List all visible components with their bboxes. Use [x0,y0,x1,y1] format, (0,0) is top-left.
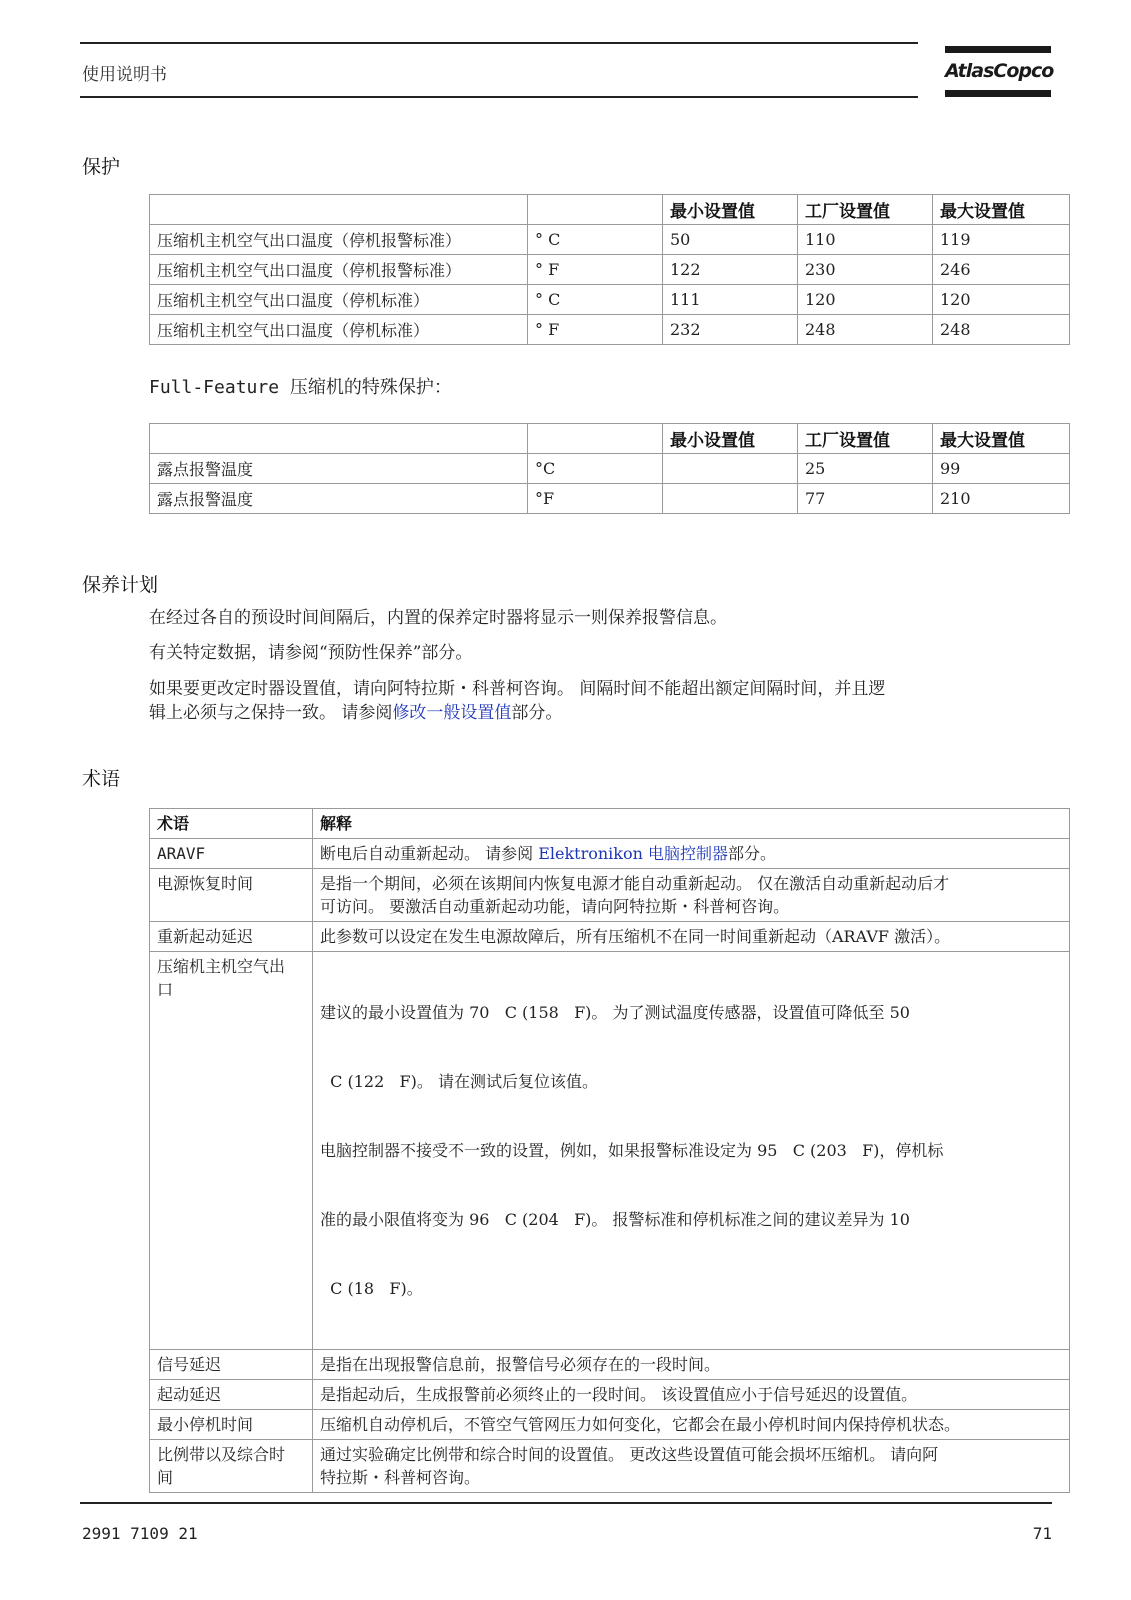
table-cell: 111 [663,285,798,315]
explanation-line: 特拉斯・科普柯咨询。 [320,1468,481,1487]
table-row [150,255,1070,285]
table-row [150,952,1070,1350]
full-feature-table [149,423,1070,514]
term-cell: 重新起动延迟 [150,922,313,952]
table-cell: 压缩机主机空气出口温度（停机标准） [150,315,528,345]
term-cell: ARAVF [150,839,313,869]
explanation-cell [313,1380,1070,1410]
table-row [150,839,1070,869]
table-row [150,1350,1070,1380]
logo-bar-bottom [945,90,1051,97]
explanation-line: 压缩机自动停机后，不管空气管网压力如何变化，它都会在最小停机时间内保持停机状态。 [320,1415,961,1434]
explanation-text: 断电后自动重新起动。 请参阅 [320,844,539,863]
table-cell: °C [528,454,663,484]
explanation-suffix: 部分。 [728,844,777,863]
explanation-cell [313,952,1070,1350]
col-header-blank [150,195,528,225]
elektronikon-controller-link[interactable]: Elektronikon 电脑控制器 [538,844,729,863]
table-cell: 压缩机主机空气出口温度（停机报警标准） [150,255,528,285]
table-cell: 77 [798,484,933,514]
logo-wordmark: AtlasCopco [945,60,1054,82]
explanation-line: C (122 F)。 请在测试后复位该值。 [320,1072,598,1091]
col-header-max: 最大设置值 [933,195,1070,225]
explanation-line: 电脑控制器不接受不一致的设置，例如，如果报警标准设定为 95 C (203 F)，停机标 [320,1141,944,1160]
table-cell: 110 [798,225,933,255]
table-cell [663,454,798,484]
explanation-line: 可访问。 要激活自动重新起动功能，请向阿特拉斯・科普柯咨询。 [320,897,790,916]
full-feature-caption [149,376,452,400]
table-row [150,922,1070,952]
document-number: 2991 7109 21 [82,1524,198,1543]
table-cell: 25 [798,454,933,484]
col-header-min: 最小设置值 [663,195,798,225]
manual-title: 使用说明书 [82,65,167,85]
table-row [150,315,1070,345]
table-row [150,285,1070,315]
table-cell: 210 [933,484,1070,514]
explanation-line: 此参数可以设定在发生电源故障后，所有压缩机不在同一时间重新起动（ARAVF 激活）。 [320,927,951,946]
table-cell: 120 [933,285,1070,315]
col-header-blank [150,424,528,454]
term-cell [150,952,313,1350]
table-cell: 122 [663,255,798,285]
col-header-unit [528,195,663,225]
service-paragraph-3-line-1: 如果要更改定时器设置值，请向阿特拉斯・科普柯咨询。 间隔时间不能超出额定间隔时间，并且逻 [149,679,886,699]
explanation-cell [313,1410,1070,1440]
table-cell: 露点报警温度 [150,454,528,484]
table-cell: 120 [798,285,933,315]
terms-table [149,808,1070,1493]
protection-table [149,194,1070,345]
explanation-line: 建议的最小设置值为 70 C (158 F)。 为了测试温度传感器，设置值可降低至 50 [320,1003,910,1022]
table-cell: 248 [933,315,1070,345]
header-top-rule [80,42,918,44]
term-cell: 信号延迟 [150,1350,313,1380]
table-header-row [150,195,1070,225]
explanation-line: 准的最小限值将变为 96 C (204 F)。 报警标准和停机标准之间的建议差异为 10 [320,1210,910,1229]
service-paragraph-3-line-2 [149,701,1069,725]
term-cell [150,1440,313,1493]
explanation-line: 通过实验确定比例带和综合时间的设置值。 更改这些设置值可能会损坏压缩机。 请向阿 [320,1445,939,1464]
explanation-line: 是指在出现报警信息前，报警信号必须存在的一段时间。 [320,1355,721,1374]
explanation-cell [313,1350,1070,1380]
table-cell [663,484,798,514]
table-header-row [150,424,1070,454]
term-line: 比例带以及综合时 [157,1445,286,1464]
table-cell: 230 [798,255,933,285]
service-paragraph-1: 在经过各自的预设时间间隔后，内置的保养定时器将显示一则保养报警信息。 [149,608,727,628]
table-cell: 露点报警温度 [150,484,528,514]
explanation-cell [313,869,1070,922]
table-cell: 232 [663,315,798,345]
modify-general-settings-link[interactable]: 修改一般设置值 [392,703,512,723]
service-plan-heading: 保养计划 [82,574,159,596]
col-header-min: 最小设置值 [663,424,798,454]
header-bottom-rule [80,96,918,98]
table-header-row [150,809,1070,839]
term-line: 间 [157,1468,174,1487]
col-header-factory: 工厂设置值 [798,424,933,454]
table-cell: 99 [933,454,1070,484]
table-cell: 248 [798,315,933,345]
explanation-line: 是指起动后，生成报警前必须终止的一段时间。 该设置值应小于信号延迟的设置值。 [320,1385,918,1404]
explanation-line: 是指一个期间，必须在该期间内恢复电源才能自动重新起动。 仅在激活自动重新起动后才 [320,874,950,893]
table-row [150,454,1070,484]
table-row [150,869,1070,922]
table-row [150,1440,1070,1493]
term-line: 口 [157,980,174,999]
table-cell: ° C [528,225,663,255]
protection-heading: 保护 [82,156,121,178]
table-cell: 246 [933,255,1070,285]
term-cell: 最小停机时间 [150,1410,313,1440]
col-header-unit [528,424,663,454]
terms-heading: 术语 [82,768,121,790]
table-cell: 压缩机主机空气出口温度（停机报警标准） [150,225,528,255]
explanation-line: C (18 F)。 [320,1279,423,1298]
term-cell: 起动延迟 [150,1380,313,1410]
table-cell: 压缩机主机空气出口温度（停机标准） [150,285,528,315]
table-row [150,1410,1070,1440]
col-header-term: 术语 [150,809,313,839]
service-paragraph-2: 有关特定数据，请参阅“预防性保养”部分。 [149,643,473,663]
service-paragraph-3 [149,677,1069,725]
service-paragraph-3-suffix: 部分。 [511,703,563,723]
table-row [150,1380,1070,1410]
table-cell: 119 [933,225,1070,255]
page-number: 71 [1032,1524,1052,1543]
table-cell: 50 [663,225,798,255]
term-line: 压缩机主机空气出 [157,957,286,976]
col-header-max: 最大设置值 [933,424,1070,454]
service-paragraph-3-text: 辑上必须与之保持一致。 请参阅 [149,703,393,723]
explanation-cell [313,839,1070,869]
table-cell: °F [528,484,663,514]
col-header-factory: 工厂设置值 [798,195,933,225]
term-cell: 电源恢复时间 [150,869,313,922]
table-row [150,484,1070,514]
full-feature-caption-text: Full-Feature 压缩机的特殊保护： [149,377,452,398]
logo-bar-top [945,46,1051,53]
table-cell: ° F [528,255,663,285]
footer-rule [80,1502,1052,1504]
table-cell: ° F [528,315,663,345]
explanation-cell [313,1440,1070,1493]
explanation-cell [313,922,1070,952]
table-cell: ° C [528,285,663,315]
table-row [150,225,1070,255]
col-header-explanation: 解释 [313,809,1070,839]
